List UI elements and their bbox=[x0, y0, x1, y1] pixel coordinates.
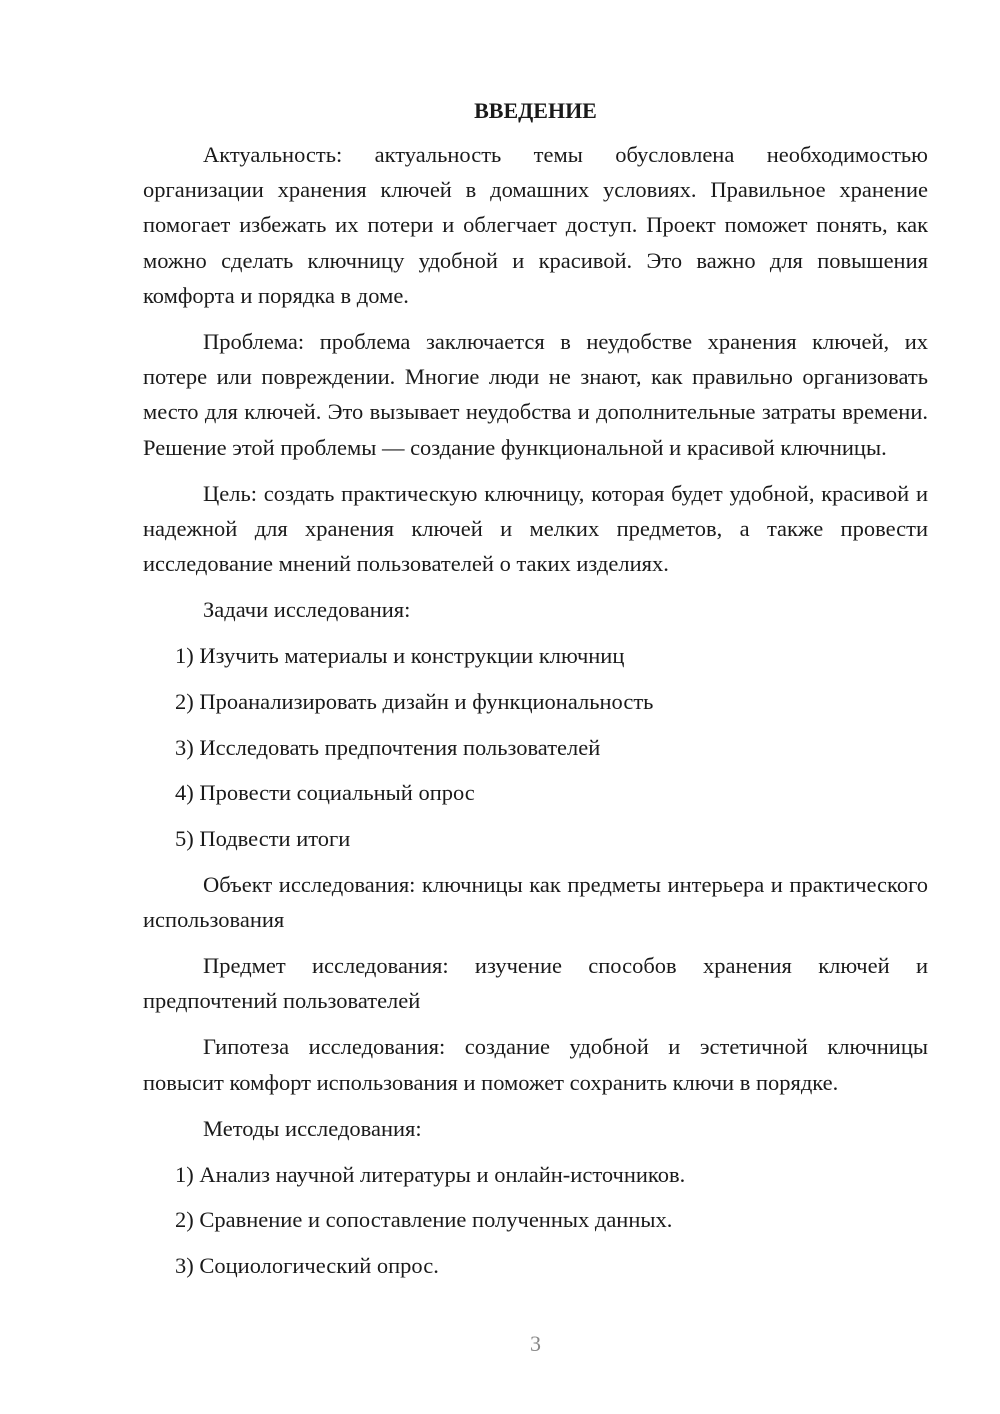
subject-paragraph: Предмет исследования: изучение способов хранения ключей и предпочтений пользователей bbox=[143, 953, 928, 1014]
task-item-4: 4) Провести социальный опрос bbox=[175, 780, 475, 806]
method-item-2: 2) Сравнение и сопоставление полученных данных. bbox=[175, 1207, 673, 1233]
relevance-paragraph: Актуальность: актуальность темы обусловлена необходимостью организации хранения ключей в домашних условиях. Правильное хранение помогает избежать их потери и облегчает доступ. Проект поможет понять, как можно сделать ключницу удобной и красивой. Это важно для повышения комфорта и порядка в доме. bbox=[143, 142, 928, 308]
task-item-3: 3) Исследовать предпочтения пользователей bbox=[175, 734, 601, 760]
task-item-5: 5) Подвести итоги bbox=[175, 825, 351, 851]
task-item-1: 1) Изучить материалы и конструкции ключниц bbox=[175, 643, 625, 669]
task-item-2: 2) Проанализировать дизайн и функциональность bbox=[175, 688, 654, 714]
hypothesis-paragraph: Гипотеза исследования: создание удобной и эстетичной ключницы повысит комфорт использования и поможет сохранить ключи в порядке. bbox=[143, 1034, 928, 1095]
method-item-1: 1) Анализ научной литературы и онлайн-источников. bbox=[175, 1161, 686, 1187]
tasks-heading: Задачи исследования: bbox=[203, 597, 411, 623]
method-item-3: 3) Социологический опрос. bbox=[175, 1252, 439, 1278]
page-number: 3 bbox=[530, 1331, 541, 1356]
document-page bbox=[143, 94, 928, 1283]
section-title: ВВЕДЕНИЕ bbox=[474, 98, 597, 123]
methods-heading: Методы исследования: bbox=[203, 1115, 422, 1141]
goal-paragraph: Цель: создать практическую ключницу, которая будет удобной, красивой и надежной для хранения ключей и мелких предметов, а также провести исследование мнений пользователей о таких изделиях. bbox=[143, 480, 928, 577]
object-paragraph: Объект исследования: ключницы как предметы интерьера и практического использования bbox=[143, 871, 928, 932]
problem-paragraph: Проблема: проблема заключается в неудобстве хранения ключей, их потере или повреждении. Многие люди не знают, как правильно организовать место для ключей. Это вызывает неудобства и дополнительные затраты времени. Решение этой проблемы — создание функциональной и красивой ключницы. bbox=[143, 329, 928, 460]
